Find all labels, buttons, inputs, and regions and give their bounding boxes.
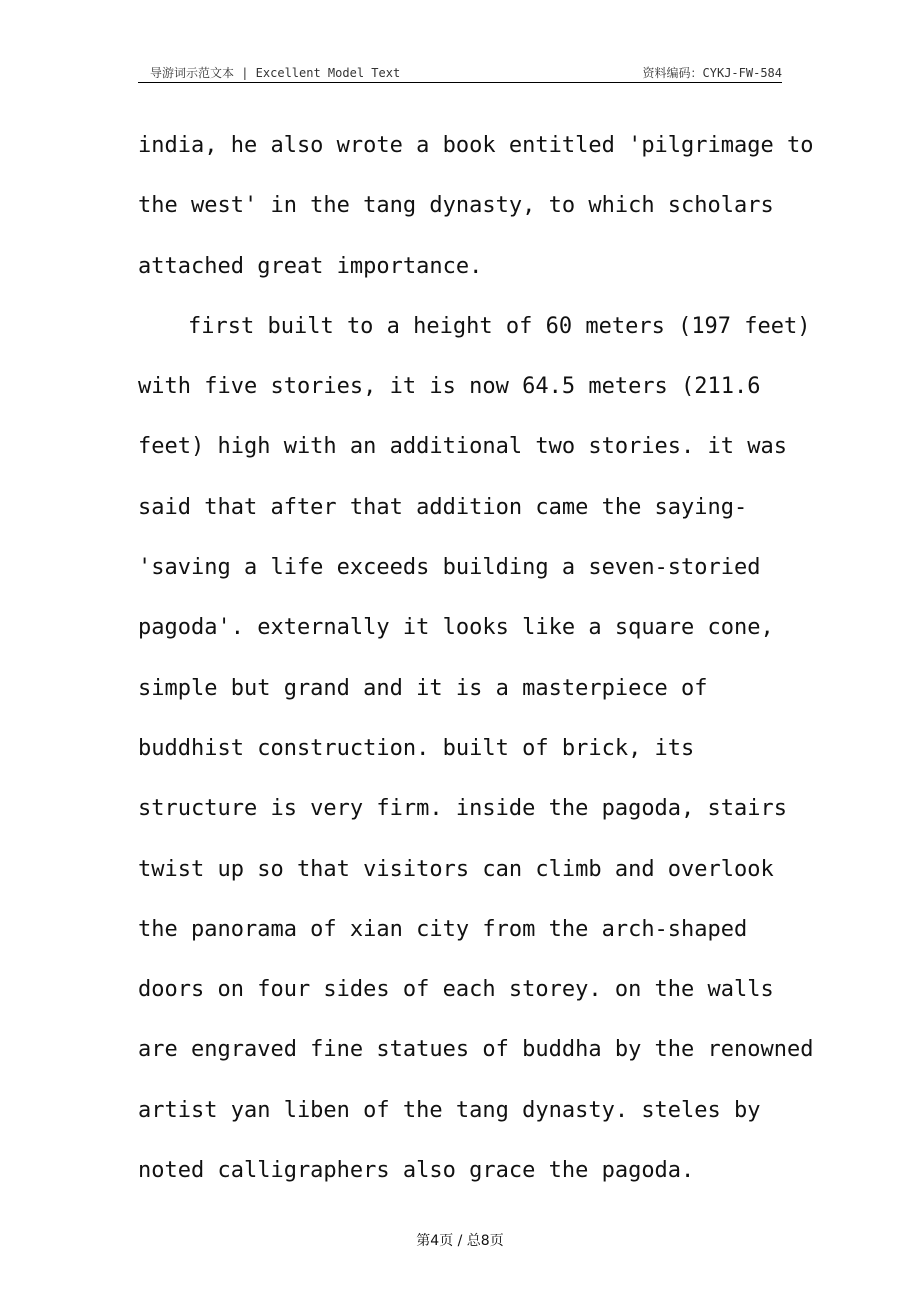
page-number: 第4页 / 总8页 (416, 1233, 504, 1249)
text-line: the west' in the tang dynasty, to which scholars (138, 193, 774, 219)
text-line: 'saving a life exceeds building a seven-storied (138, 555, 761, 581)
page-header (138, 60, 782, 83)
header-title: 导游词示范文本 | Excellent Model Text (150, 66, 401, 80)
text-line: said that after that addition came the saying- (138, 494, 748, 520)
text-line: noted calligraphers also grace the pagoda. (138, 1158, 695, 1184)
text-line: artist yan liben of the tang dynasty. steles by (138, 1097, 761, 1123)
text-line: india, he also wrote a book entitled 'pilgrimage to (138, 133, 814, 158)
text-line: with five stories, it is now 64.5 meters (211.6 (138, 374, 761, 400)
text-line: the panorama of xian city from the arch-shaped (138, 916, 748, 942)
text-line: simple but grand and it is a masterpiece of (138, 675, 708, 701)
text-line: twist up so that visitors can climb and overlook (138, 856, 774, 882)
text-line: structure is very firm. inside the pagoda, stairs (138, 796, 788, 822)
text-line: attached great importance. (138, 253, 483, 279)
text-line: first built to a height of 60 meters (197 feet) (188, 313, 811, 339)
text-line: pagoda'. externally it looks like a square cone, (138, 615, 774, 641)
text-line: are engraved fine statues of buddha by the renowned (138, 1037, 814, 1063)
body-text (138, 116, 814, 1201)
text-line: buddhist construction. built of brick, its (138, 735, 695, 761)
page-footer (0, 1230, 920, 1250)
text-line: doors on four sides of each storey. on the walls (138, 977, 774, 1003)
document-code: 资料编码：CYKJ-FW-584 (642, 66, 782, 80)
text-line: feet) high with an additional two stories. it was (138, 434, 788, 460)
